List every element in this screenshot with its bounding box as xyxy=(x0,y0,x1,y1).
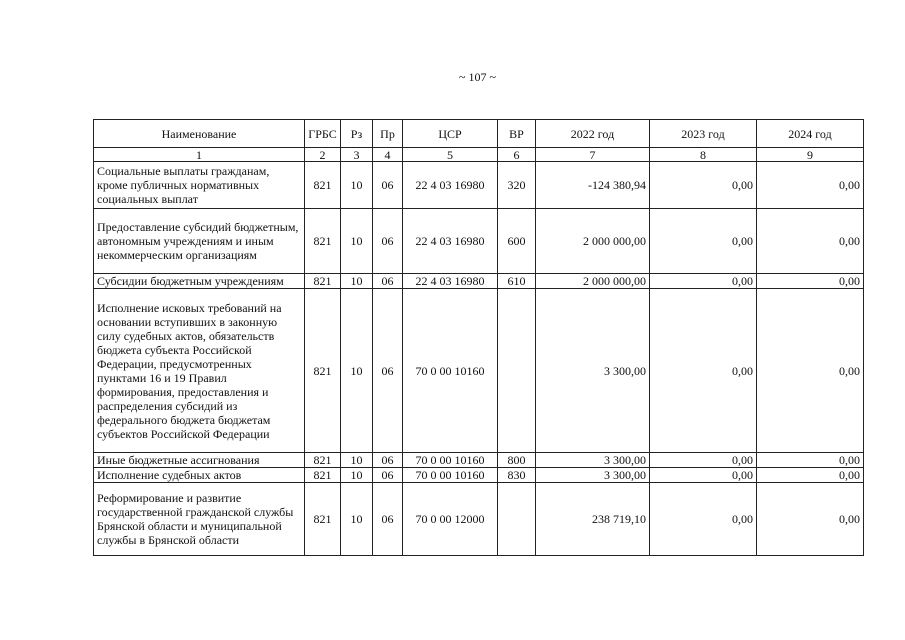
row-2024: 0,00 xyxy=(757,274,864,289)
row-pr: 06 xyxy=(373,289,403,453)
row-name: Исполнение судебных актов xyxy=(94,468,305,483)
row-2023: 0,00 xyxy=(650,468,757,483)
table-row xyxy=(94,453,864,468)
row-2022: -124 380,94 xyxy=(536,162,650,209)
row-2022: 3 300,00 xyxy=(536,289,650,453)
table-row xyxy=(94,209,864,274)
header-2024: 2024 год xyxy=(757,120,864,148)
row-name: Иные бюджетные ассигнования xyxy=(94,453,305,468)
row-rz: 10 xyxy=(341,289,373,453)
row-rz: 10 xyxy=(341,162,373,209)
row-pr: 06 xyxy=(373,468,403,483)
row-2023: 0,00 xyxy=(650,274,757,289)
column-number: 4 xyxy=(373,148,403,162)
row-rz: 10 xyxy=(341,274,373,289)
column-number: 9 xyxy=(757,148,864,162)
row-2024: 0,00 xyxy=(757,453,864,468)
row-vr: 600 xyxy=(498,209,536,274)
row-2023: 0,00 xyxy=(650,453,757,468)
row-csr: 70 0 00 10160 xyxy=(403,468,498,483)
row-2024: 0,00 xyxy=(757,289,864,453)
row-name: Исполнение исковых требований на основании вступивших в законную силу судебных актов, обязательств бюджета субъекта Российской Федерации, предусмотренных пунктами 16 и 19 Правил формирования, предоставления и распределения субсидий из федерального бюджета бюджетам субъектов Российской Федерации xyxy=(94,289,305,453)
header-pr: Пр xyxy=(373,120,403,148)
row-2022: 238 719,10 xyxy=(536,483,650,556)
row-csr: 70 0 00 10160 xyxy=(403,289,498,453)
table-row xyxy=(94,274,864,289)
row-grbs: 821 xyxy=(305,453,341,468)
row-rz: 10 xyxy=(341,483,373,556)
column-number: 6 xyxy=(498,148,536,162)
column-number-row xyxy=(94,148,864,162)
row-grbs: 821 xyxy=(305,162,341,209)
row-rz: 10 xyxy=(341,468,373,483)
row-csr: 22 4 03 16980 xyxy=(403,162,498,209)
table-row xyxy=(94,162,864,209)
row-2024: 0,00 xyxy=(757,468,864,483)
header-row xyxy=(94,120,864,148)
row-pr: 06 xyxy=(373,483,403,556)
row-rz: 10 xyxy=(341,209,373,274)
row-vr: 320 xyxy=(498,162,536,209)
header-2022: 2022 год xyxy=(536,120,650,148)
header-2023: 2023 год xyxy=(650,120,757,148)
row-2022: 3 300,00 xyxy=(536,453,650,468)
page-number: ~ 107 ~ xyxy=(459,70,496,84)
budget-table xyxy=(93,119,864,556)
header-csr: ЦСР xyxy=(403,120,498,148)
row-2023: 0,00 xyxy=(650,209,757,274)
header-grbs: ГРБС xyxy=(305,120,341,148)
header-vr: ВР xyxy=(498,120,536,148)
table-row xyxy=(94,289,864,453)
row-pr: 06 xyxy=(373,453,403,468)
row-2022: 2 000 000,00 xyxy=(536,274,650,289)
row-name: Субсидии бюджетным учреждениям xyxy=(94,274,305,289)
row-csr: 70 0 00 10160 xyxy=(403,453,498,468)
row-pr: 06 xyxy=(373,209,403,274)
row-2023: 0,00 xyxy=(650,483,757,556)
row-2022: 3 300,00 xyxy=(536,468,650,483)
column-number: 1 xyxy=(94,148,305,162)
column-number: 7 xyxy=(536,148,650,162)
column-number: 5 xyxy=(403,148,498,162)
row-vr xyxy=(498,483,536,556)
row-2023: 0,00 xyxy=(650,162,757,209)
row-csr: 22 4 03 16980 xyxy=(403,209,498,274)
row-2024: 0,00 xyxy=(757,209,864,274)
row-grbs: 821 xyxy=(305,289,341,453)
row-vr: 800 xyxy=(498,453,536,468)
row-csr: 70 0 00 12000 xyxy=(403,483,498,556)
row-grbs: 821 xyxy=(305,274,341,289)
table-row xyxy=(94,483,864,556)
row-name: Предоставление субсидий бюджетным, автономным учреждениям и иным некоммерческим организациям xyxy=(94,209,305,274)
column-number: 3 xyxy=(341,148,373,162)
row-grbs: 821 xyxy=(305,483,341,556)
row-vr: 610 xyxy=(498,274,536,289)
row-2022: 2 000 000,00 xyxy=(536,209,650,274)
row-vr xyxy=(498,289,536,453)
row-csr: 22 4 03 16980 xyxy=(403,274,498,289)
row-2024: 0,00 xyxy=(757,483,864,556)
column-number: 2 xyxy=(305,148,341,162)
row-grbs: 821 xyxy=(305,468,341,483)
table-row xyxy=(94,468,864,483)
header-name: Наименование xyxy=(94,120,305,148)
row-name: Социальные выплаты гражданам, кроме публичных нормативных социальных выплат xyxy=(94,162,305,209)
row-vr: 830 xyxy=(498,468,536,483)
row-pr: 06 xyxy=(373,162,403,209)
row-2023: 0,00 xyxy=(650,289,757,453)
row-pr: 06 xyxy=(373,274,403,289)
row-name: Реформирование и развитие государственной гражданской службы Брянской области и муниципальной службы в Брянской области xyxy=(94,483,305,556)
row-grbs: 821 xyxy=(305,209,341,274)
column-number: 8 xyxy=(650,148,757,162)
header-rz: Рз xyxy=(341,120,373,148)
row-2024: 0,00 xyxy=(757,162,864,209)
row-rz: 10 xyxy=(341,453,373,468)
